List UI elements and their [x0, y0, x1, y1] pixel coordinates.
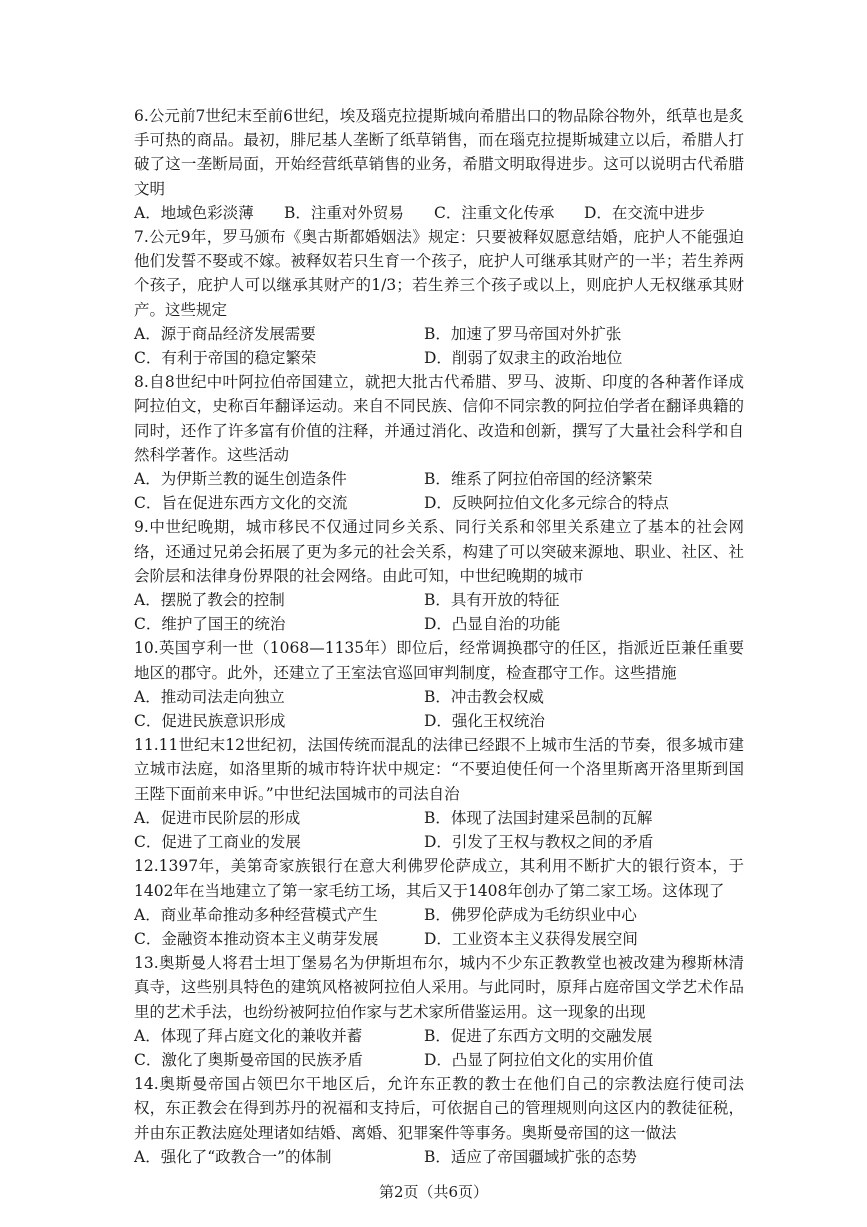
question-stem: 6.公元前7世纪末至前6世纪，埃及瑙克拉提斯城向希腊出口的物品除谷物外，纸草也是炙手可热的商品。最初，腓尼基人垄断了纸草销售，而在瑙克拉提斯城建立以后，希腊人打破了这一垄断局面，开始经营纸草销售的业务，希腊文明取得进步。这可以说明古代希腊文明	[134, 107, 744, 198]
option-b: B．适应了帝国疆域扩张的态势	[424, 1147, 637, 1166]
option-d: D．强化王权统治	[424, 712, 545, 731]
option-d: D．反映阿拉伯文化多元综合的特点	[424, 494, 669, 513]
option-b: B．维系了阿拉伯帝国的经济繁荣	[424, 470, 653, 489]
option-d: D．凸显了阿拉伯文化的实用价值	[424, 1050, 654, 1069]
option-b: B．加速了罗马帝国对外扩张	[424, 324, 622, 343]
option-a: A．地域色彩淡薄	[134, 203, 254, 222]
option-b: B．促进了东西方文明的交融发展	[424, 1026, 653, 1045]
options	[134, 1024, 744, 1072]
option-c: C．促进民族意识形成	[134, 712, 286, 731]
options	[134, 201, 744, 225]
option-a: A．摆脱了教会的控制	[134, 591, 285, 610]
question-10	[134, 636, 744, 733]
option-a: A．源于商品经济发展需要	[134, 324, 316, 343]
option-b: B．佛罗伦萨成为毛纺织业中心	[424, 905, 637, 924]
options	[134, 806, 744, 854]
question-stem: 14.奥斯曼帝国占领巴尔干地区后，允许东正教的教士在他们自己的宗教法庭行使司法权，东正教会在得到苏丹的祝福和支持后，可依据自己的管理规则向这区内的教徒征税，并由东正教法庭处理诸如结婚、离婚、犯罪案件等事务。奥斯曼帝国的这一做法	[134, 1075, 744, 1142]
question-stem: 11.11世纪末12世纪初，法国传统而混乱的法律已经跟不上城市生活的节奏，很多城市建立城市法庭，如洛里斯的城市特许状中规定：“不要迫使任何一个洛里斯离开洛里斯到国王陛下面前来申诉。”中世纪法国城市的司法自治	[134, 736, 744, 803]
option-c: C．旨在促进东西方文化的交流	[134, 494, 348, 513]
question-9	[134, 515, 744, 636]
options	[134, 1145, 744, 1169]
option-b: B．冲击教会权威	[424, 687, 544, 706]
question-14	[134, 1072, 744, 1169]
option-a: A．商业革命推动多种经营模式产生	[134, 905, 378, 924]
question-7	[134, 225, 744, 370]
question-stem: 9.中世纪晚期，城市移民不仅通过同乡关系、同行关系和邻里关系建立了基本的社会网络，还通过兄弟会拓展了更为多元的社会关系，构建了可以突破来源地、职业、社区、社会阶层和法律身份界限的社会网络。由此可知，中世纪晚期的城市	[134, 518, 744, 585]
option-a: A．强化了“政教合一”的体制	[134, 1147, 332, 1166]
option-a: A．体现了拜占庭文化的兼收并蓄	[134, 1026, 363, 1045]
question-8	[134, 370, 744, 515]
question-11	[134, 733, 744, 854]
option-c: C．维护了国王的统治	[134, 615, 286, 634]
option-d: D．在交流中进步	[584, 203, 705, 222]
options	[134, 685, 744, 733]
option-c: C．有利于帝国的稳定繁荣	[134, 349, 317, 368]
question-stem: 10.英国亨利一世（1068—1135年）即位后，经常调换郡守的任区，指派近臣兼任重要地区的郡守。此外，还建立了王室法官巡回审判制度，检查郡守工作。这些措施	[134, 639, 744, 682]
option-c: C．注重文化传承	[434, 203, 555, 222]
option-d: D．凸显自治的功能	[424, 615, 561, 634]
question-13	[134, 951, 744, 1072]
question-6	[134, 104, 744, 225]
options	[134, 588, 744, 636]
option-d: D．引发了王权与教权之间的矛盾	[424, 833, 654, 852]
option-d: D．工业资本主义获得发展空间	[424, 929, 638, 948]
question-stem: 13.奥斯曼人将君士坦丁堡易名为伊斯坦布尔，城内不少东正教教堂也被改建为穆斯林清真寺，这些别具特色的建筑风格被阿拉伯人采用。与此同时，原拜占庭帝国文学艺术作品里的艺术手法，也纷纷被阿拉伯作家与艺术家所借鉴运用。这一现象的出现	[134, 954, 744, 1021]
options	[134, 322, 744, 370]
option-a: A．推动司法走向独立	[134, 687, 285, 706]
options	[134, 903, 744, 951]
question-stem: 7.公元9年，罗马颁布《奥古斯都婚姻法》规定：只要被释奴愿意结婚，庇护人不能强迫他们发誓不娶或不嫁。被释奴若只生育一个孩子，庇护人可继承其财产的一半；若生养两个孩子，庇护人可以继承其财产的1/3；若生养三个孩子或以上，则庇护人无权继承其财产。这些规定	[134, 228, 744, 319]
questions-container	[134, 104, 744, 1169]
option-a: A．促进市民阶层的形成	[134, 808, 301, 827]
option-c: C．激化了奥斯曼帝国的民族矛盾	[134, 1050, 363, 1069]
option-c: C．促进了工商业的发展	[134, 833, 301, 852]
option-c: C．金融资本推动资本主义萌芽发展	[134, 929, 379, 948]
question-stem: 8.自8世纪中叶阿拉伯帝国建立，就把大批古代希腊、罗马、波斯、印度的各种著作译成阿拉伯文，史称百年翻译运动。来自不同民族、信仰不同宗教的阿拉伯学者在翻译典籍的同时，还作了许多富有价值的注释，并通过消化、改造和创新，撰写了大量社会科学和自然科学著作。这些活动	[134, 373, 744, 464]
option-b: B．注重对外贸易	[284, 203, 404, 222]
option-b: B．体现了法国封建采邑制的瓦解	[424, 808, 653, 827]
option-b: B．具有开放的特征	[424, 591, 560, 610]
option-d: D．削弱了奴隶主的政治地位	[424, 349, 623, 368]
question-12	[134, 854, 744, 951]
options	[134, 467, 744, 515]
option-a: A．为伊斯兰教的诞生创造条件	[134, 470, 347, 489]
question-stem: 12.1397年，美第奇家族银行在意大利佛罗伦萨成立，其利用不断扩大的银行资本，于1402年在当地建立了第一家毛纺工场，其后又于1408年创办了第二家工场。这体现了	[134, 857, 744, 900]
page-number-footer: 第2页（共6页）	[378, 1183, 489, 1201]
